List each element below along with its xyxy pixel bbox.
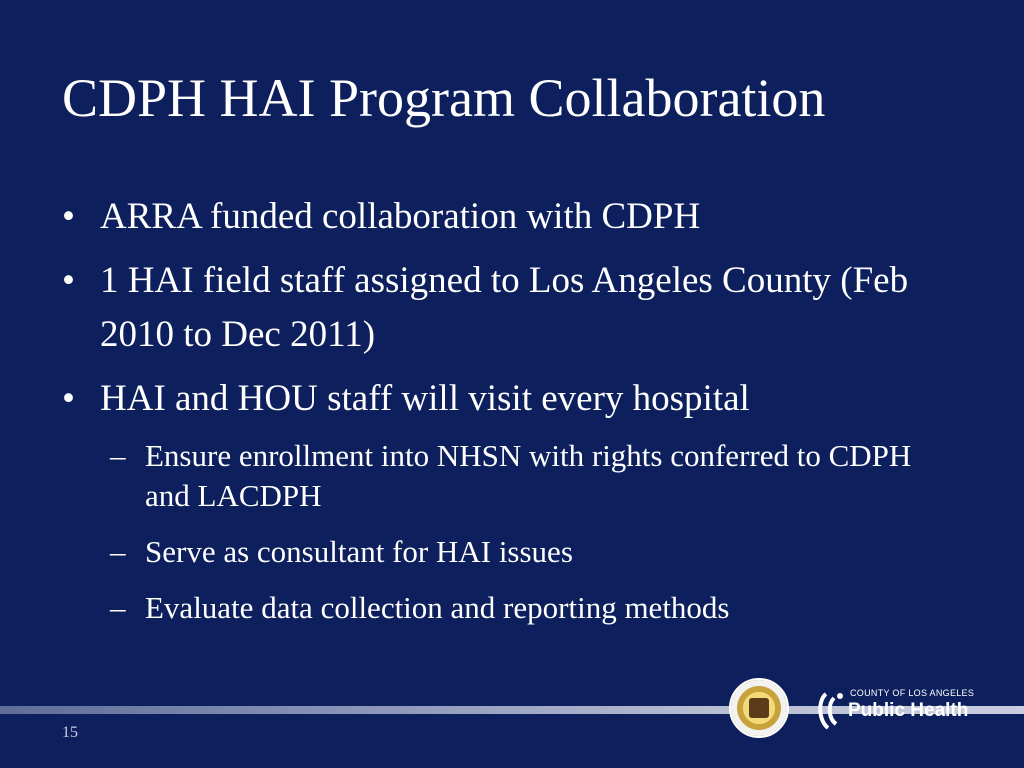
bullet-dot-icon: • — [62, 378, 75, 419]
seal-emblem-icon — [749, 698, 769, 718]
dash-icon: – — [110, 590, 126, 625]
sub-bullet-item — [110, 436, 962, 516]
bullet-text: HAI and HOU staff will visit every hospital — [100, 378, 750, 419]
bullet-dot-icon: • — [62, 196, 75, 237]
sub-bullet-text: Ensure enrollment into NHSN with rights conferred to CDPH and LACDPH — [145, 438, 912, 513]
bullet-text: ARRA funded collaboration with CDPH — [100, 196, 701, 237]
bullet-text: 1 HAI field staff assigned to Los Angeles County (Feb 2010 to Dec 2011) — [100, 260, 909, 355]
page-number: 15 — [62, 724, 78, 741]
county-seal-icon — [729, 678, 789, 738]
bullet-dot-icon: • — [62, 260, 75, 301]
sub-bullet-item — [110, 532, 962, 572]
sub-bullet-text: Evaluate data collection and reporting methods — [145, 590, 730, 625]
bullet-item — [62, 254, 962, 362]
public-health-logo — [816, 688, 975, 734]
slide-title: CDPH HAI Program Collaboration — [62, 68, 826, 128]
sub-bullet-text: Serve as consultant for HAI issues — [145, 534, 573, 569]
bullet-list — [62, 190, 962, 644]
sub-bullet-item — [110, 588, 962, 628]
bullet-item — [62, 372, 962, 426]
logo-county-text: COUNTY OF LOS ANGELES — [850, 688, 975, 698]
dash-icon: – — [110, 438, 126, 473]
logo-public-health-text: Public Health — [848, 700, 969, 721]
public-health-mark-icon — [816, 690, 846, 732]
bullet-item — [62, 190, 962, 244]
dash-icon: – — [110, 534, 126, 569]
